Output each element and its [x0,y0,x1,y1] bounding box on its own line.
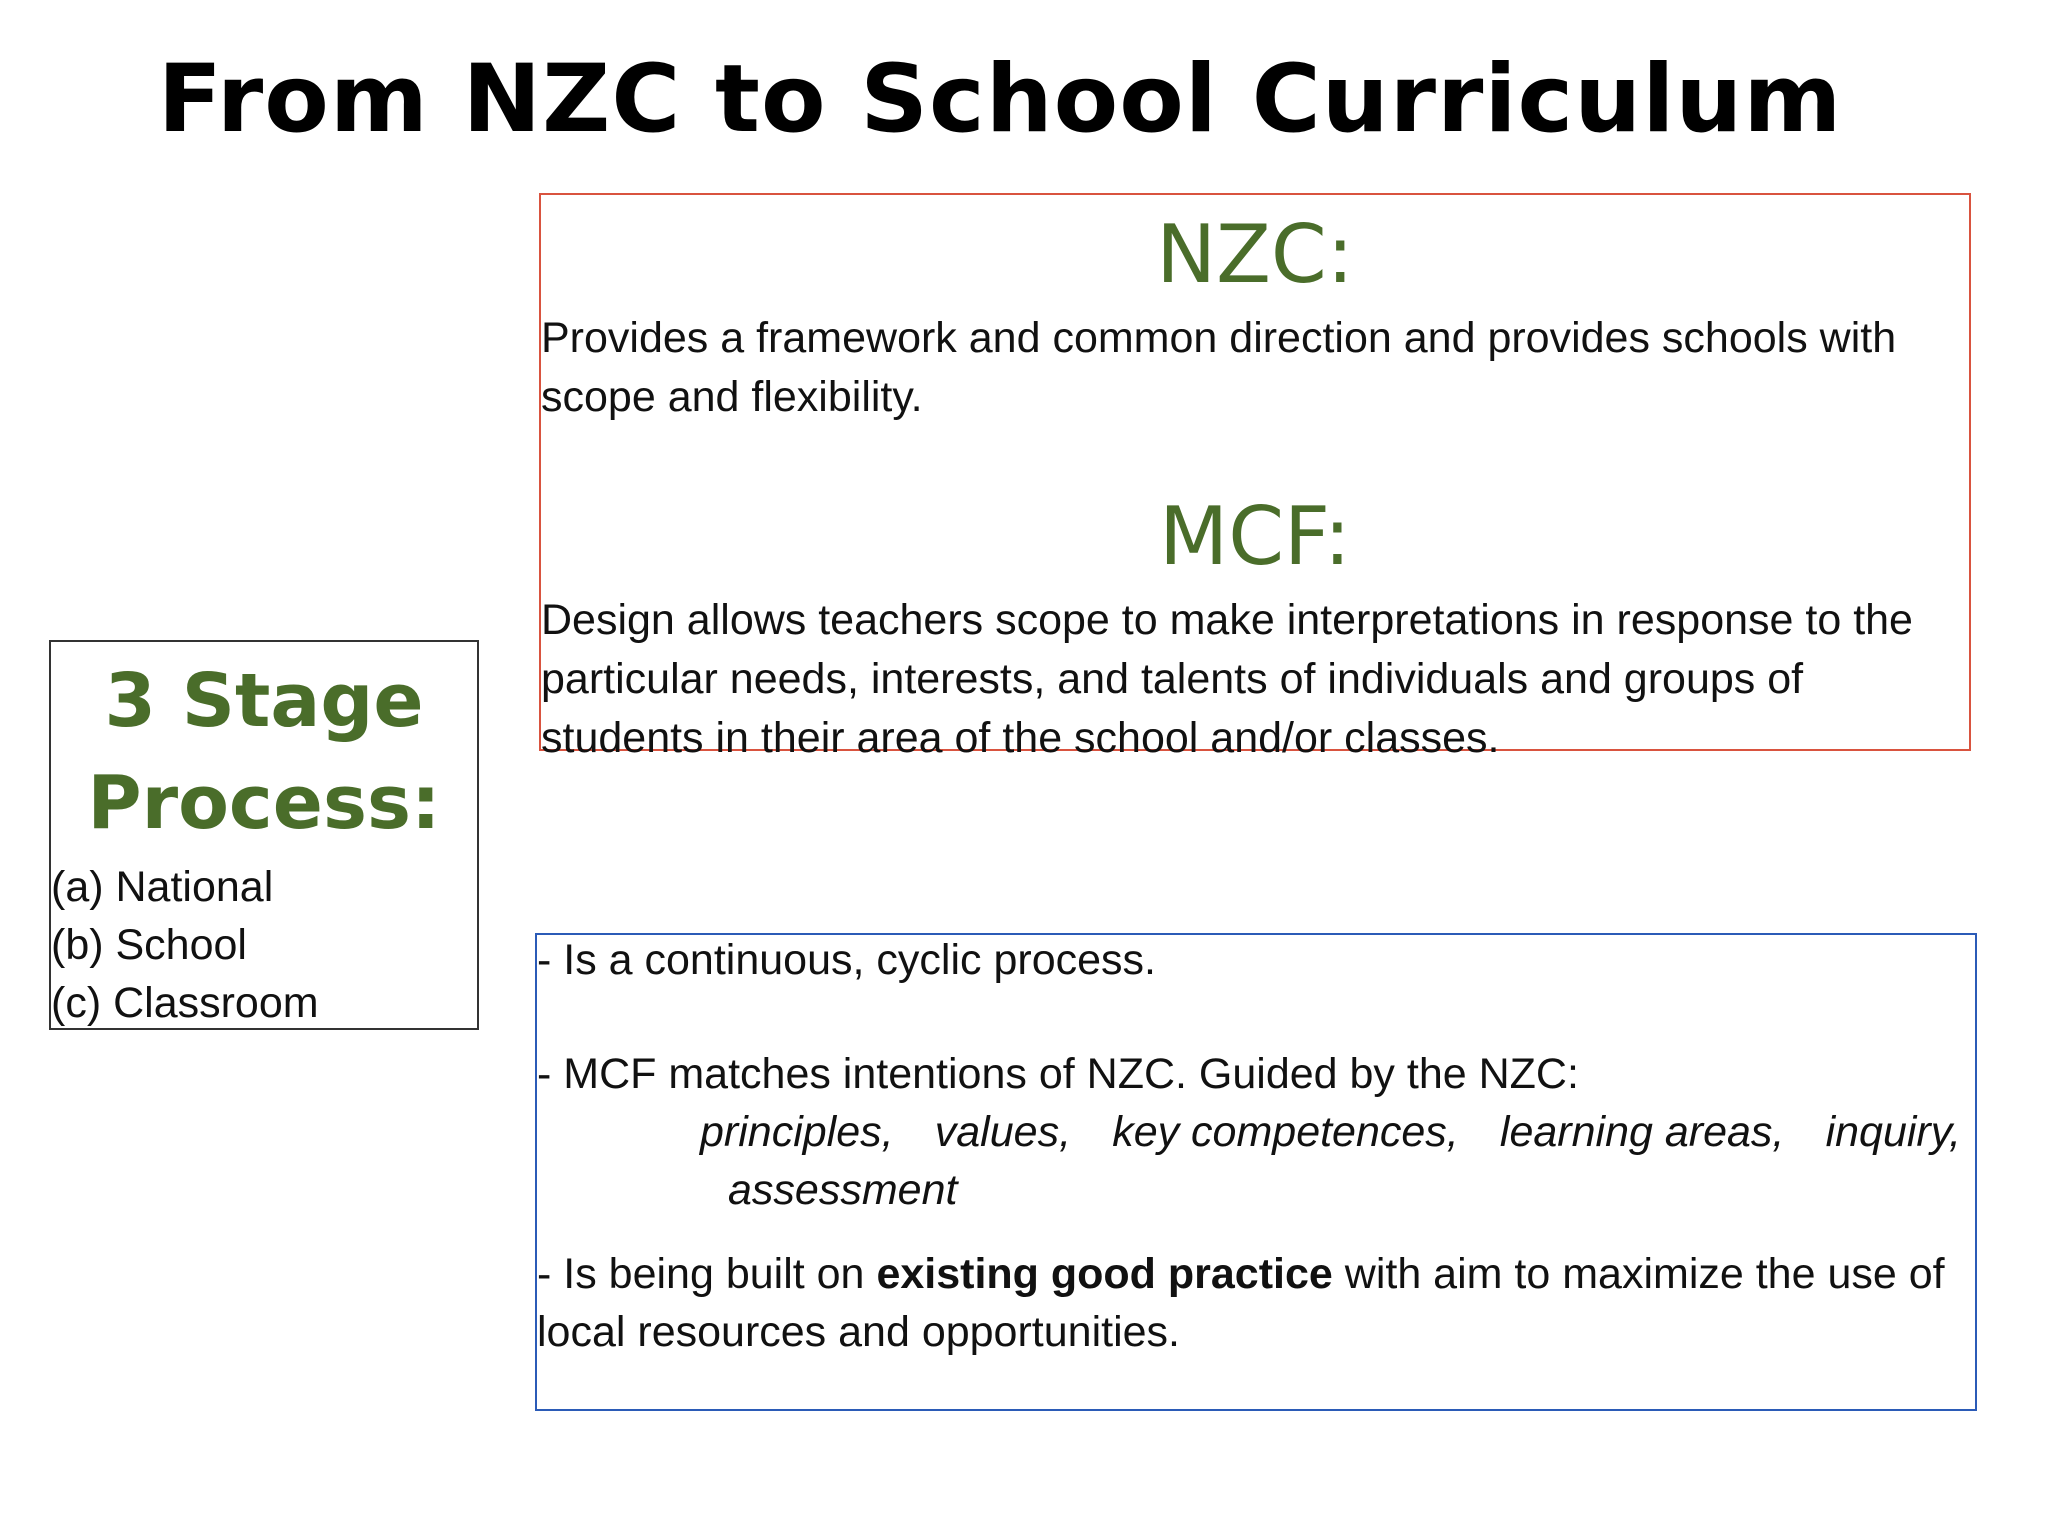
guiding-terms-row [700,1103,1961,1161]
good-practice-post: with aim to maximize the use of local resources and opportunities. [537,1250,1945,1356]
bullet-good-practice [537,1245,1975,1361]
bullet-matches-intentions: - MCF matches intentions of NZC. Guided by the NZC: [537,1050,1579,1098]
stage-item-school: (b) School [51,921,247,969]
stage-title-line-1: 3 Stage [104,658,424,744]
good-practice-pre: - Is being built on [537,1250,877,1298]
nzc-heading: NZC: [1156,208,1354,301]
term-key-competences: key competences, [1112,1108,1459,1156]
nzc-mcf-box [539,193,1971,762]
stage-title-line-2: Process: [87,760,441,846]
term-assessment: assessment [728,1166,958,1214]
slide-title: From NZC to School Curriculum [157,45,1843,154]
mcf-description: Design allows teachers scope to make interpretations in response to the particular needs, interests, and talents of individuals and groups of students in their area of the school and/or classes. [541,596,1913,762]
mcf-heading: MCF: [1159,490,1351,583]
bullet-continuous-process: - Is a continuous, cyclic process. [537,936,1156,984]
term-values: values, [934,1108,1072,1156]
stage-process-title [51,650,477,854]
mcf-characteristics-box [535,933,1977,1411]
stage-item-national: (a) National [51,863,274,911]
term-principles: principles, [700,1108,894,1156]
term-learning-areas: learning areas, [1499,1108,1785,1156]
term-inquiry: inquiry, [1825,1108,1961,1156]
stage-process-box [49,640,479,1030]
nzc-description: Provides a framework and common direction and provides schools with scope and flexibility. [541,314,1897,421]
good-practice-emphasis: existing good practice [876,1250,1333,1298]
stage-item-classroom: (c) Classroom [51,979,319,1027]
stage-list [51,858,477,1032]
